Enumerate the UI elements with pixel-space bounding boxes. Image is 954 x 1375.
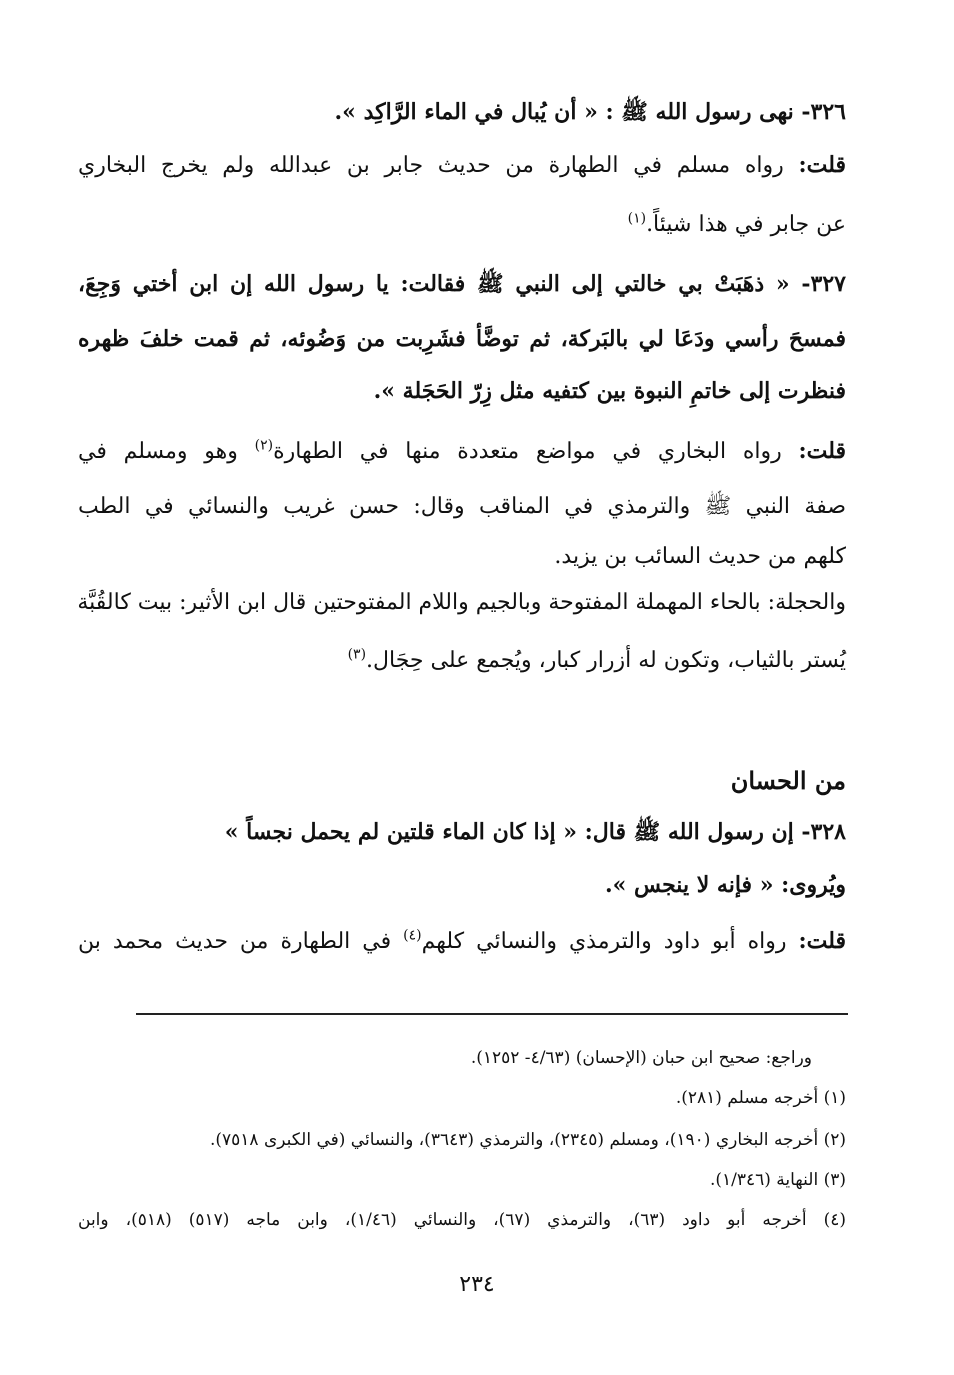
page-number: ٢٣٤	[459, 1272, 495, 1297]
commentary-text: رواه البخاري في مواضع متعددة منها في الطهارة	[273, 439, 782, 464]
section-title: من الحسان	[730, 766, 846, 795]
qult-label: قلت:	[798, 438, 847, 464]
hadith-328: ٣٢٨- إن رسول الله ﷺ قال: « إذا كان الماء قلتين لم يحمل نجساً »	[224, 819, 846, 845]
hajala-note-line-1: والحجلة: بالحاء المهملة المفتوحة وبالجيم واللام المفتوحتين قال ابن الأثير: بيت كالقُبَّة	[77, 590, 846, 615]
hadith-327-line-1: ٣٢٧- « ذهَبَتْ بي خالتي إلى النبي ﷺ فقالت: يا رسول الله إن ابن أختي وَجِعَ،	[78, 271, 846, 297]
commentary-327-line-3: كلهم من حديث السائب بن يزيد.	[554, 544, 846, 569]
footnote-4: (٤) أخرجه أبو داود (٦٣)، والترمذي (٦٧)، والنسائي (١/٤٦)، وابن ماجه (٥١٧) (٥١٨)، وابن	[78, 1210, 846, 1230]
commentary-326-line-1	[78, 152, 846, 178]
qult-label: قلت:	[798, 928, 846, 954]
footnote-2: (٢) أخرجه البخاري (١٩٠)، ومسلم (٢٣٤٥)، والترمذي (٣٦٤٣)، والنسائي (في الكبرى ٧٥١٨).	[209, 1130, 846, 1150]
footnote-1: (١) أخرجه مسلم (٢٨١).	[675, 1088, 846, 1108]
footnote-separator	[136, 1013, 848, 1015]
hadith-328-variant: ويُروى: « فإنه لا ينجس ».	[604, 872, 846, 898]
qult-label: قلت:	[798, 152, 846, 178]
commentary-text: وهو ومسلم في	[78, 439, 238, 464]
hajala-note-line-2	[78, 648, 846, 673]
commentary-326-line-2	[78, 212, 846, 237]
footnote-ref-1: (١)	[627, 210, 647, 227]
footnote-ref-3: (٣)	[347, 646, 367, 663]
commentary-text: رواه أبو داود والترمذي والنسائي كلهم	[421, 929, 787, 954]
footnote-ref-4: (٤)	[403, 927, 422, 944]
commentary-text: عن جابر في هذا شيئاً.	[646, 212, 846, 237]
hadith-327-line-2: فمسحَ رأسي ودَعَا لي بالبَركة، ثم توضَّأ فشَرِبت من وَضُوئه، ثم قمت خلفَ ظهره	[78, 326, 846, 352]
commentary-327-line-2: صفة النبي ﷺ والترمذي في المناقب وقال: حسن غريب والنسائي في الطب	[78, 494, 846, 519]
hadith-327-line-3: فنظرت إلى خاتمِ النبوة بين كتفيه مثل زِرّ الحَجَلة ».	[373, 378, 846, 404]
commentary-328-line-1	[78, 928, 846, 954]
footnote-see-also: وراجع: صحيح ابن حبان (الإحسان) (٤/٦٣- ١٢٥٢).	[470, 1048, 812, 1068]
hadith-326: ٣٢٦- نهى رسول الله ﷺ : « أن يُبال في الماء الرَّاكِد ».	[334, 99, 846, 125]
commentary-text: رواه مسلم في الطهارة من حديث جابر بن عبدالله ولم يخرج البخاري	[78, 153, 784, 178]
commentary-text: في الطهارة من حديث محمد بن	[78, 929, 392, 954]
commentary-327-line-1	[78, 438, 846, 464]
footnote-3: (٣) النهاية (١/٣٤٦).	[709, 1170, 846, 1190]
note-text: يُستر بالثياب، وتكون له أزرار كبار، ويُجمع على حِجَال.	[366, 648, 846, 673]
footnote-ref-2: (٢)	[254, 437, 274, 454]
